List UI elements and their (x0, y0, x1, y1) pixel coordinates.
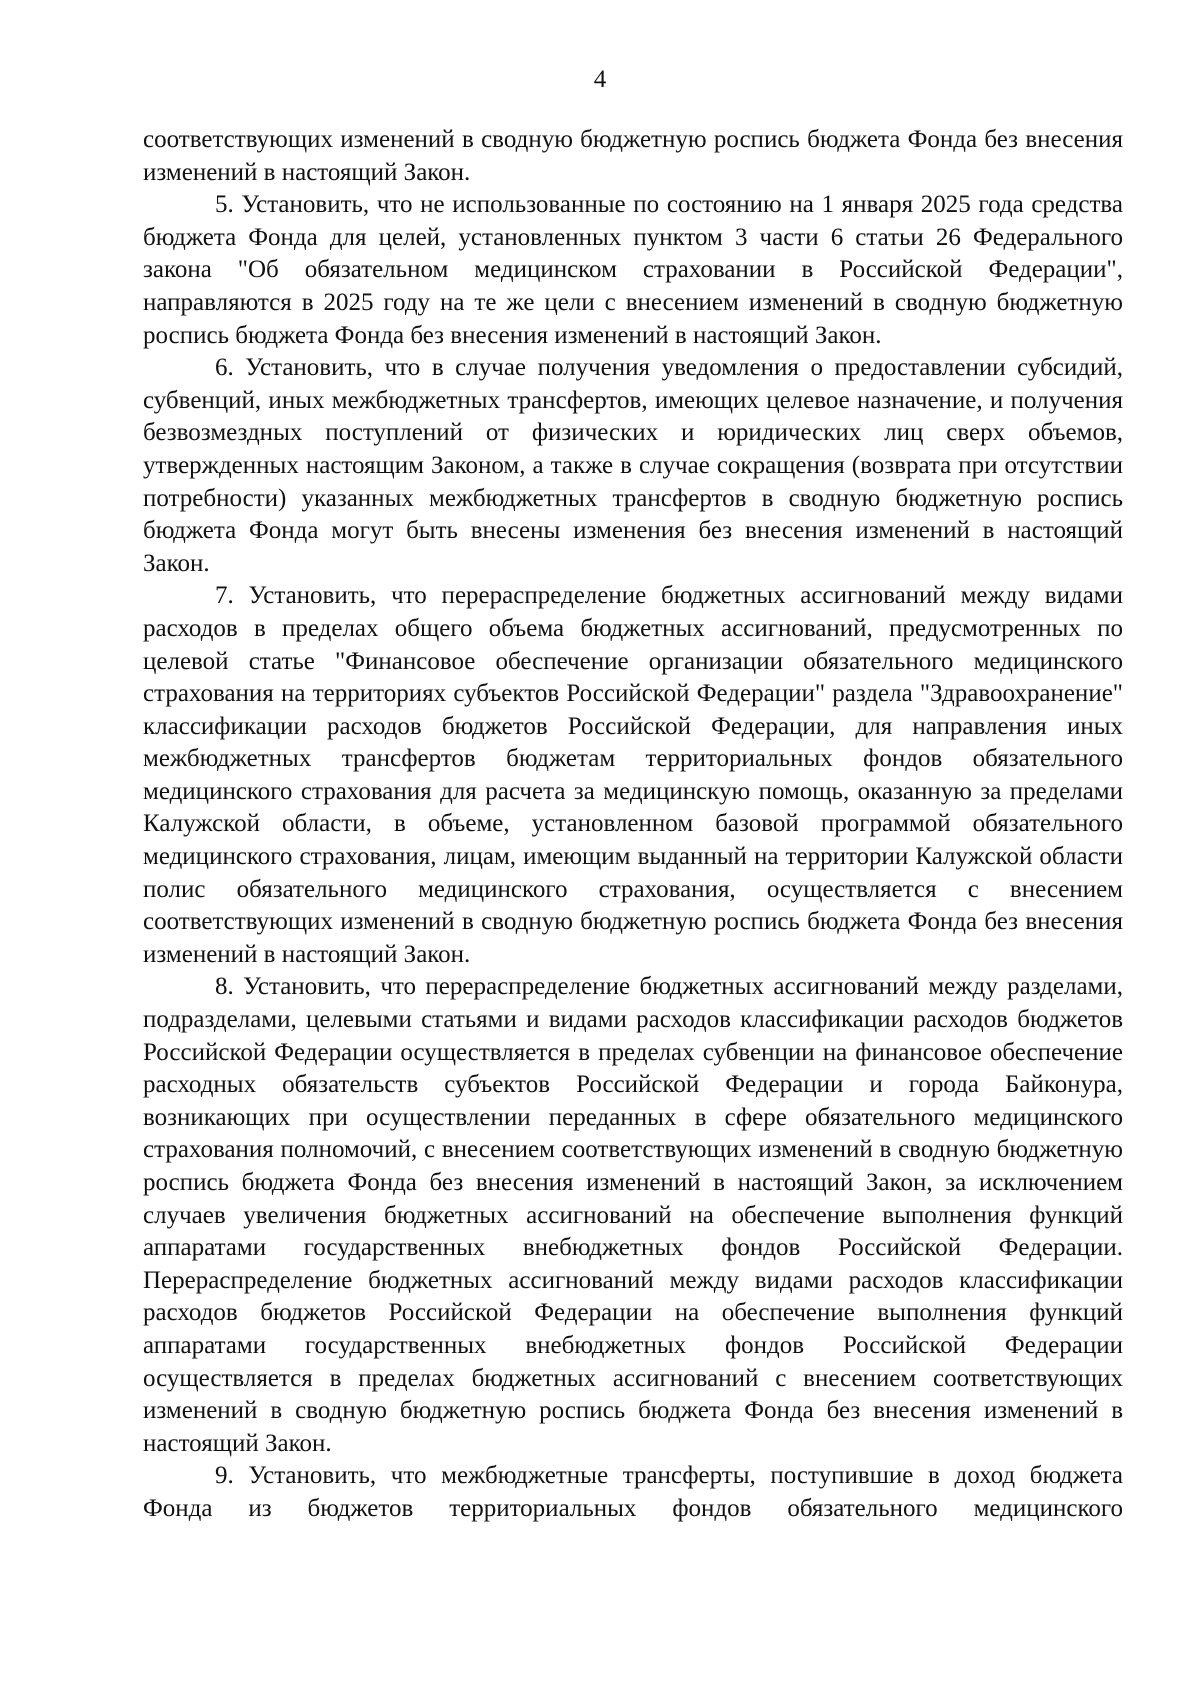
paragraph-6: 6. Установить, что в случае получения уведомления о предоставлении субсидий, субвенций, иных межбюджетных трансфертов, имеющих целевое назначение, и получения безвозмездных поступлений от физических и юридических лиц сверх объемов, утвержденных настоящим Законом, а также в случае сокращения (возврата при отсутствии потребности) указанных межбюджетных трансфертов в сводную бюджетную роспись бюджета Фонда могут быть внесены изменения без внесения изменений в настоящий Закон. (143, 354, 1123, 577)
paragraph-continuation: соответствующих изменений в сводную бюджетную роспись бюджета Фонда без внесения изменений в настоящий Закон. (143, 126, 1123, 186)
paragraph-8: 8. Установить, что перераспределение бюджетных ассигнований между разделами, подразделами, целевыми статьями и видами расходов классификации расходов бюджетов Российской Федерации осуществляется в пределах субвенции на финансовое обеспечение расходных обязательств субъектов Российской Федерации и города Байконура, возникающих при осуществлении переданных в сфере обязательного медицинского страхования полномочий, с внесением соответствующих изменений в сводную бюджетную роспись бюджета Фонда без внесения изменений в настоящий Закон, за исключением случаев увеличения бюджетных ассигнований на обеспечение выполнения функций аппаратами государственных внебюджетных фондов Российской Федерации. Перераспределение бюджетных ассигнований между видами расходов классификации расходов бюджетов Российской Федерации на обеспечение выполнения функций аппаратами государственных внебюджетных фондов Российской Федерации осуществляется в пределах бюджетных ассигнований с внесением соответствующих изменений в сводную бюджетную роспись бюджета Фонда без внесения изменений в настоящий Закон. (143, 973, 1123, 1457)
paragraph-9: 9. Установить, что межбюджетные трансферты, поступившие в доход бюджета Фонда из бюджетов территориальных фондов обязательного медицинского (143, 1462, 1123, 1522)
document-body (143, 124, 1123, 1526)
paragraph-7: 7. Установить, что перераспределение бюджетных ассигнований между видами расходов в пределах общего объема бюджетных ассигнований, предусмотренных по целевой статье "Финансовое обеспечение организации обязательного медицинского страхования на территориях субъектов Российской Федерации" раздела "Здравоохранение" классификации расходов бюджетов Российской Федерации, для направления иных межбюджетных трансфертов бюджетам территориальных фондов обязательного медицинского страхования для расчета за медицинскую помощь, оказанную за пределами Калужской области, в объеме, установленном базовой программой обязательного медицинского страхования, лицам, имеющим выданный на территории Калужской области полис обязательного медицинского страхования, осуществляется с внесением соответствующих изменений в сводную бюджетную роспись бюджета Фонда без внесения изменений в настоящий Закон. (143, 582, 1123, 968)
page-number: 4 (593, 66, 607, 93)
paragraph-5: 5. Установить, что не использованные по состоянию на 1 января 2025 года средства бюджета Фонда для целей, установленных пунктом 3 части 6 статьи 26 Федерального закона "Об обязательном медицинском страховании в Российской Федерации", направляются в 2025 году на те же цели с внесением изменений в сводную бюджетную роспись бюджета Фонда без внесения изменений в настоящий Закон. (143, 191, 1123, 349)
